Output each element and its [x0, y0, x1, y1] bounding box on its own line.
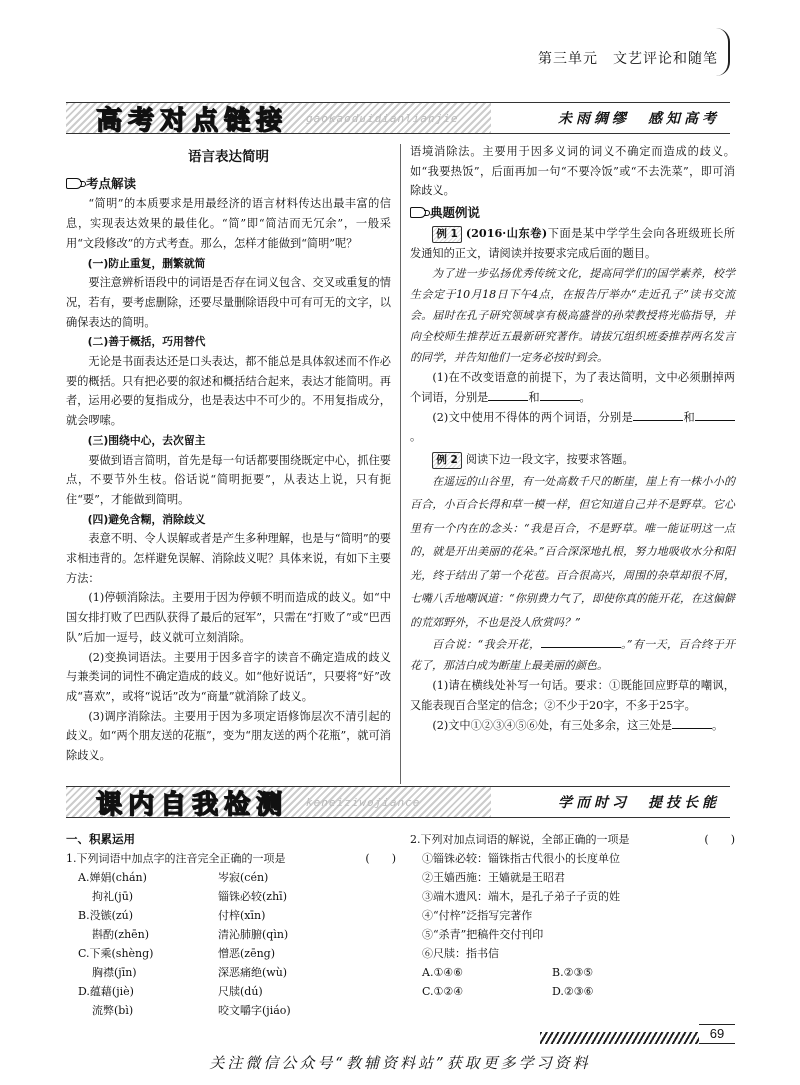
option-word: A.婵娟(chán): [78, 871, 147, 884]
bottom-left: [66, 830, 396, 1020]
notice-text: 为了进一步弘扬优秀传统文化，提高同学们的国学素养，校学生会定于10月18日下午4点，在报告厅举办“走近孔子”读书交流会。届时在孔子研究领域享有极高盛誉的孙荣教授将光临指导，并向全校师生推荐近五最新研究著作。请拔冗组织班委推荐两名发言的同学，并告知他们一定务必按时到会。: [410, 267, 735, 365]
right-column: [410, 142, 735, 735]
option-word: D.蕴藉(jiè): [78, 985, 134, 998]
option-word: 憎恶(zēng): [218, 947, 276, 960]
paragraph: 表意不明、令人误解或者是产生多种理解，也是与“简明”的要求相违背的。怎样避免误解、消除歧义呢？具体来说，有如下主要方法：: [66, 532, 391, 585]
banner-pinyin: gaokaoduidianlianjie: [306, 111, 459, 125]
statement-item: ③端木遗风：端木，是孔子弟子子贡的姓: [422, 890, 620, 903]
section-heading: 一、积累运用: [66, 832, 135, 846]
option-word: 深恶痛绝(wù): [218, 966, 288, 979]
banner-slogan: 学而时习 提技长能: [558, 795, 720, 811]
option-word: 尺牍(dú): [218, 985, 263, 998]
story-text: 百合说：“我会开花， 。”有一天，百合终于开花了，那洁白成为断崖上最美丽的颜色。: [410, 638, 736, 673]
statement-item: ⑥尺牍：指书信: [422, 947, 499, 960]
option-word: 岑寂(cén): [218, 871, 269, 884]
section-title: 语言表达简明: [188, 149, 269, 165]
question: (2)文中①②③④⑤⑥处，有三处多余，这三处是 。: [432, 718, 724, 732]
page-number: 69: [699, 1024, 735, 1044]
answer-option[interactable]: C.①②④: [422, 985, 464, 998]
answer-option[interactable]: D.②③⑥: [552, 985, 594, 998]
subsection-title: (二)善于概括，巧用替代: [87, 335, 206, 349]
footer-bar: [540, 1024, 735, 1044]
option-word: 拘礼(jū): [92, 890, 134, 903]
banner-title: 高考对点链接: [96, 105, 289, 136]
banner-title: 课内自我检测: [96, 789, 289, 820]
subsection-title: (四)避免含糊，消除歧义: [87, 512, 206, 526]
example-badge: 例 1: [432, 226, 461, 243]
statement-item: ②王嫱西施：王嫱就是王昭君: [422, 871, 565, 884]
paragraph: 要做到语言简明，首先是每一句话都要围绕既定中心，抓住要点，不要节外生枝。俗话说“简明扼要”，从表达上说，只有扼住“要”，才能做到简明。: [66, 453, 391, 506]
option-word: C.下乘(shèng): [78, 947, 154, 960]
option-word: 锱铢必较(zhī): [218, 890, 287, 903]
question: (1)请在横线处补写一句话。要求：①既能回应野草的嘲讽，又能表现百合坚定的信念；②不少于20字，不多于25字。: [410, 679, 735, 712]
question-1-options: [66, 868, 396, 1020]
story-text: 在遥远的山谷里，有一处高数千尺的断崖，崖上有一株小小的百合，小百合长得和草一模一样，但它知道自己并不是野草。它心里有一个内在的念头：“我是百合，不是野草。唯一能证明这一点的，就是开出美丽的花朵。”百合深深地扎根，努力地吸收水分和阳光，终于结出了第一个花苞。百合很高兴，周围的杂草却很不屑，七嘴八舌地嘲讽道：“你别费力气了，即使你真的能开花，在这偏僻的荒郊野外，不也是没人欣赏吗？”: [410, 474, 735, 629]
kaodian-heading: 考点解读: [66, 174, 391, 194]
left-column: [66, 142, 391, 766]
question-2-options: [410, 963, 735, 1001]
answer-blank[interactable]: [633, 409, 683, 421]
example-source: (2016·山东卷): [465, 225, 548, 240]
method-paragraph: (2)变换词语法。主要用于因多音字的读音不确定造成的歧义与兼类词的词性不确定造成的歧义。如“他好说话”，只要将“好”改成“喜欢”，或将“说话”改为“商量”就消除了歧义。: [66, 650, 391, 703]
method-paragraph: (1)停顿消除法。主要用于因为停顿不明而造成的歧义。如“中国女排打败了巴西队获得了最后的冠军”，只需在“打败了”或“巴西队”后加一逗号，歧义就可立刻消除。: [66, 591, 391, 644]
footer-note: 关注微信公众号“教辅资料站”获取更多学习资料: [209, 1054, 591, 1072]
question: (1)在不改变语意的前提下，为了表达简明，文中必须删掉两个词语，分别是 和 。: [410, 371, 735, 404]
footer-hatch: [540, 1032, 699, 1044]
option-word: 胸襟(jīn): [92, 966, 137, 979]
chapter-header: 第三单元 文艺评论和随笔: [538, 51, 718, 67]
answer-blank[interactable]: [540, 389, 580, 401]
answer-blank[interactable]: [541, 636, 621, 648]
statement-item: ①锱铢必较：锱铢指古代很小的长度单位: [422, 852, 620, 865]
answer-option[interactable]: A.①④⑥: [422, 966, 464, 979]
chapter-decoration: [716, 28, 730, 76]
banner-ketang: [66, 786, 730, 818]
pointing-hand-icon: [410, 207, 426, 218]
example-1-prompt: 例 1 (2016·山东卷)下面是某中学学生会向各班级班长所发通知的正文，请阅读并按要求完成后面的题目。: [410, 225, 735, 260]
paragraph: 语境消除法。主要用于因多义词的词义不确定而造成的歧义。如“我要热饭”，后面再加一句“不要冷饭”或“不去洗菜”，即可消除歧义。: [410, 145, 735, 198]
intro-paragraph: “简明”的本质要求是用最经济的语言材料传达出最丰富的信息，实现表达效果的最佳化。“简”即“简洁而无冗余”，一般采用“文段修改”的方式考查。那么，怎样才能做到“简明”呢？: [66, 197, 391, 250]
paragraph: 要注意辨析语段中的词语是否存在词义包含、交叉或重复的情况，若有，要考虑删除，还要尽量删除语段中可有可无的文字，以确保表达的简明。: [66, 276, 391, 329]
pointing-hand-icon: [66, 178, 82, 189]
answer-blank[interactable]: [488, 389, 528, 401]
statement-item: ④“付梓”泛指写完著作: [422, 909, 533, 922]
option-word: 付梓(xīn): [218, 909, 266, 922]
method-paragraph: (3)调序消除法。主要用于因为多项定语修饰层次不清引起的歧义。如“两个朋友送的花瓶”，变为“朋友送的两个花瓶”，就可消除歧义。: [66, 709, 391, 763]
option-word: B.没镞(zú): [78, 909, 134, 922]
answer-option[interactable]: B.②③⑤: [552, 966, 594, 979]
question-2-items: [410, 849, 735, 963]
answer-blank[interactable]: [672, 717, 712, 729]
option-word: 咬文嚼字(jiáo): [218, 1004, 291, 1017]
option-word: 斟酌(zhēn): [92, 928, 150, 941]
question-1: 1.下列词语中加点字的注音完全正确的一项是 ( ): [66, 852, 396, 865]
question-2: 2.下列对加点词语的解说，全部正确的一项是 ( ): [410, 833, 735, 846]
question: (2)文中使用不得体的两个词语，分别是 和。: [410, 408, 735, 447]
example-badge: 例 2: [432, 452, 461, 469]
bottom-right: [410, 830, 735, 1001]
example-2-prompt: 例 2 阅读下边一段文字，按要求答题。: [410, 450, 735, 470]
subsection-title: (三)围绕中心，去次留主: [87, 433, 206, 447]
subsection-title: (一)防止重复，删繁就简: [87, 256, 206, 270]
paragraph: 无论是书面表达还是口头表达，都不能总是具体叙述而不作必要的概括。只有把必要的叙述和概括结合起来，表达才能简明。再者，运用必要的复指成分，也是表达中不可少的。不用复指成分，就会啰嗦。: [66, 355, 391, 428]
dianti-heading: 典题例说: [410, 203, 735, 223]
banner-slogan: 未雨绸缪 感知高考: [558, 111, 720, 127]
banner-gaokao: [66, 102, 730, 134]
banner-pinyin: keneiziwojiance: [306, 795, 421, 809]
option-word: 流弊(bì): [92, 1004, 134, 1017]
column-divider: [400, 144, 401, 784]
statement-item: ⑤“杀青”把稿件交付刊印: [422, 928, 544, 941]
answer-blank[interactable]: [695, 409, 735, 421]
option-word: 清沁肺腑(qìn): [218, 928, 289, 941]
